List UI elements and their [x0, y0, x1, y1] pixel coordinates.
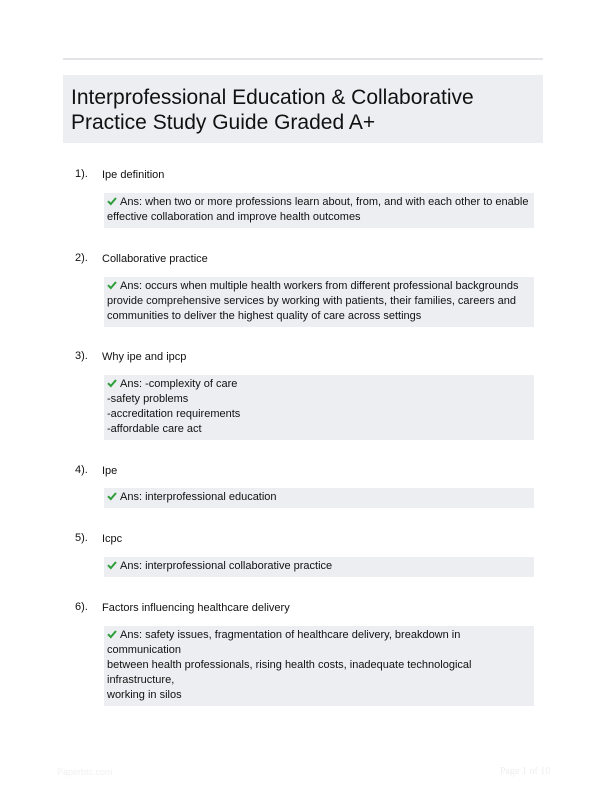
page-number: Page 1 of 10: [500, 766, 551, 777]
question-text: Collaborative practice: [102, 253, 208, 265]
answer-box: [104, 375, 534, 440]
answer-line: -affordable care act: [107, 423, 202, 435]
check-icon: [107, 378, 117, 388]
answer-line: between health professionals, rising health costs, inadequate technological infrastructure,: [107, 659, 475, 686]
question-text: Factors influencing healthcare delivery: [102, 602, 290, 614]
answer-box: [104, 626, 534, 706]
question-text: Ipe: [102, 465, 118, 477]
check-icon: [107, 560, 117, 570]
answer-box: [104, 488, 534, 508]
question-number: 2).: [75, 252, 88, 264]
answer-line: Ans: when two or more professions learn about, from, and with each other to enable: [120, 196, 529, 208]
answer-line: Ans: interprofessional collaborative practice: [120, 560, 333, 572]
question-text: Icpc: [102, 533, 123, 545]
answer-line: provide comprehensive services by working with patients, their families, careers and: [107, 295, 517, 307]
check-icon: [107, 629, 117, 639]
footer-watermark: Paperbtc.com: [57, 767, 113, 777]
answer-line: -accreditation requirements: [107, 408, 241, 420]
answer-box: [104, 193, 534, 228]
answer-line: -safety problems: [107, 393, 189, 405]
question-number: 3).: [75, 350, 88, 362]
title-banner: [63, 75, 543, 143]
answer-line: communities to deliver the highest quality of care across settings: [107, 310, 422, 322]
answer-box: [104, 557, 534, 577]
answer-line: working in silos: [107, 689, 182, 701]
check-icon: [107, 196, 117, 206]
page-title: [71, 85, 535, 135]
answer-box: [104, 277, 534, 327]
header-divider: [63, 58, 543, 60]
answer-line: effective collaboration and improve health outcomes: [107, 211, 361, 223]
question-number: 5).: [75, 532, 88, 544]
question-text: Why ipe and ipcp: [102, 351, 187, 363]
question-text: Ipe definition: [102, 169, 165, 181]
answer-line: Ans: occurs when multiple health workers from different professional backgrounds: [120, 280, 519, 292]
answer-line: Ans: -complexity of care: [120, 378, 238, 390]
question-number: 1).: [75, 168, 88, 180]
page-title-line-1: Interprofessional Education & Collaborative: [71, 86, 474, 109]
answer-line: Ans: interprofessional education: [120, 491, 277, 503]
page-title-line-2: Practice Study Guide Graded A+: [71, 111, 376, 134]
check-icon: [107, 491, 117, 501]
answer-line: Ans: safety issues, fragmentation of healthcare delivery, breakdown in communication: [107, 629, 464, 656]
question-number: 6).: [75, 601, 88, 613]
question-number: 4).: [75, 464, 88, 476]
check-icon: [107, 280, 117, 290]
